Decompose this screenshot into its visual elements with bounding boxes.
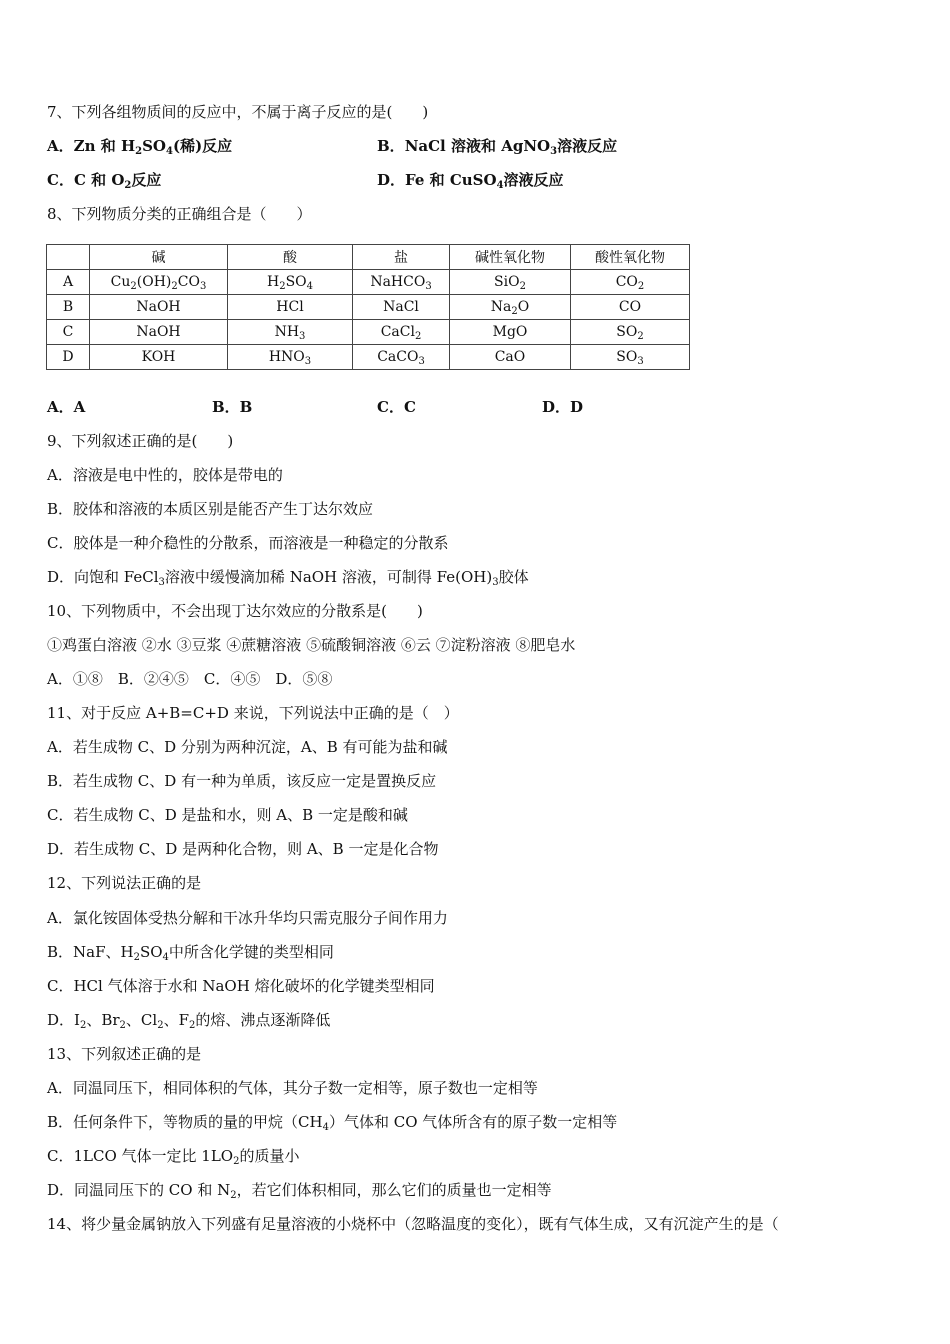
- header-cell: 酸: [228, 245, 353, 270]
- acid-cell: $H_2SO_4$: [228, 270, 353, 295]
- q13-option-c: C．1LCO 气体一定比 $1LO_2$的质量小: [47, 1147, 300, 1167]
- acidic-oxide-cell: $SO_3$: [571, 345, 690, 370]
- table-row: [47, 320, 690, 345]
- row-key: B: [47, 295, 90, 320]
- header-cell: 碱性氧化物: [450, 245, 571, 270]
- q9-stem: 9、下列叙述正确的是( ): [47, 432, 234, 450]
- q10-stem: 10、下列物质中，不会出现丁达尔效应的分散系是( ): [47, 602, 423, 620]
- acidic-oxide-cell: CO: [571, 295, 690, 320]
- q8-classification-table: [46, 244, 690, 370]
- base-cell: KOH: [90, 345, 228, 370]
- salt-cell: NaHCO$_3$: [353, 270, 450, 295]
- q7-option-a: A．Zn 和 $H_2SO_4$(稀)反应: [47, 137, 233, 157]
- salt-cell: NaCl: [353, 295, 450, 320]
- q10-options: A．①⑧ B．②④⑤ C．④⑤ D．⑤⑧: [47, 670, 333, 688]
- q13-option-a: A．同温同压下，相同体积的气体，其分子数一定相等，原子数也一定相等: [47, 1079, 538, 1097]
- salt-cell: CaCO$_3$: [353, 345, 450, 370]
- acid-cell: $NH_3$: [228, 320, 353, 345]
- q9-option-b: B．胶体和溶液的本质区别是能否产生丁达尔效应: [47, 500, 374, 518]
- q9-option-a: A．溶液是电中性的，胶体是带电的: [47, 466, 283, 484]
- header-cell: 酸性氧化物: [571, 245, 690, 270]
- q11-option-a: A．若生成物 C、D 分别为两种沉淀，A、B 有可能为盐和碱: [47, 738, 448, 756]
- table-row: [47, 270, 690, 295]
- header-cell: 碱: [90, 245, 228, 270]
- row-key: D: [47, 345, 90, 370]
- q13-stem: 13、下列叙述正确的是: [47, 1045, 202, 1063]
- basic-oxide-cell: CaO: [450, 345, 571, 370]
- q7-option-d: D．Fe 和 CuSO$_4$溶液反应: [377, 171, 564, 191]
- q7-option-c: C．C 和 $O_2$反应: [47, 171, 162, 191]
- q12-option-b: B．NaF、$H_2SO_4$中所含化学键的类型相同: [47, 943, 334, 963]
- acidic-oxide-cell: $SO_2$: [571, 320, 690, 345]
- acid-cell: HCl: [228, 295, 353, 320]
- basic-oxide-cell: $Na_2O$: [450, 295, 571, 320]
- base-cell: $Cu_2(OH)_2CO_3$: [90, 270, 228, 295]
- q13-option-d: D．同温同压下的 CO 和 $N_2$，若它们体积相同，那么它们的质量也一定相等: [47, 1181, 552, 1201]
- q11-option-d: D．若生成物 C、D 是两种化合物，则 A、B 一定是化合物: [47, 840, 439, 858]
- q9-option-c: C．胶体是一种介稳性的分散系，而溶液是一种稳定的分散系: [47, 534, 449, 552]
- table-header-row: [47, 245, 690, 270]
- base-cell: NaOH: [90, 295, 228, 320]
- table-row: [47, 345, 690, 370]
- basic-oxide-cell: MgO: [450, 320, 571, 345]
- row-key: A: [47, 270, 90, 295]
- base-cell: NaOH: [90, 320, 228, 345]
- q8-stem: 8、下列物质分类的正确组合是（ ）: [47, 205, 312, 223]
- q12-option-a: A．氯化铵固体受热分解和干冰升华均只需克服分子间作用力: [47, 909, 448, 927]
- q8-option-a: A．A: [47, 398, 86, 416]
- q9-option-d: D．向饱和 FeCl$_3$溶液中缓慢滴加稀 NaOH 溶液，可制得 $Fe(OH)_3$胶体: [47, 568, 529, 588]
- q7-stem: 7、下列各组物质间的反应中，不属于离子反应的是( ): [47, 103, 429, 121]
- acidic-oxide-cell: $CO_2$: [571, 270, 690, 295]
- q8-option-d: D．D: [542, 398, 584, 416]
- table-row: [47, 295, 690, 320]
- q11-option-b: B．若生成物 C、D 有一种为单质，该反应一定是置换反应: [47, 772, 437, 790]
- q12-option-d: D．$I_2$、$Br_2$、$Cl_2$、$F_2$的熔、沸点逐渐降低: [47, 1011, 331, 1031]
- q11-option-c: C．若生成物 C、D 是盐和水，则 A、B 一定是酸和碱: [47, 806, 408, 824]
- q12-option-c: C．HCl 气体溶于水和 NaOH 熔化破坏的化学键类型相同: [47, 977, 435, 995]
- salt-cell: CaCl$_2$: [353, 320, 450, 345]
- q7-option-b: B．NaCl 溶液和 AgNO$_3$溶液反应: [377, 137, 618, 157]
- header-cell: [47, 245, 90, 270]
- row-key: C: [47, 320, 90, 345]
- q11-stem: 11、对于反应 A+B=C+D 来说，下列说法中正确的是（ ）: [47, 704, 459, 722]
- q8-option-b: B．B: [212, 398, 253, 416]
- q8-option-c: C．C: [377, 398, 416, 416]
- q10-items: ①鸡蛋白溶液 ②水 ③豆浆 ④蔗糖溶液 ⑤硫酸铜溶液 ⑥云 ⑦淀粉溶液 ⑧肥皂水: [47, 636, 576, 654]
- acid-cell: $HNO_3$: [228, 345, 353, 370]
- header-cell: 盐: [353, 245, 450, 270]
- q12-stem: 12、下列说法正确的是: [47, 874, 202, 892]
- q13-option-b: B．任何条件下，等物质的量的甲烷$(CH_4)$气体和 CO 气体所含有的原子数一定相等: [47, 1113, 618, 1133]
- q14-stem: 14、将少量金属钠放入下列盛有足量溶液的小烧杯中（忽略温度的变化），既有气体生成，又有沉淀产生的是（: [47, 1215, 779, 1233]
- basic-oxide-cell: SiO$_2$: [450, 270, 571, 295]
